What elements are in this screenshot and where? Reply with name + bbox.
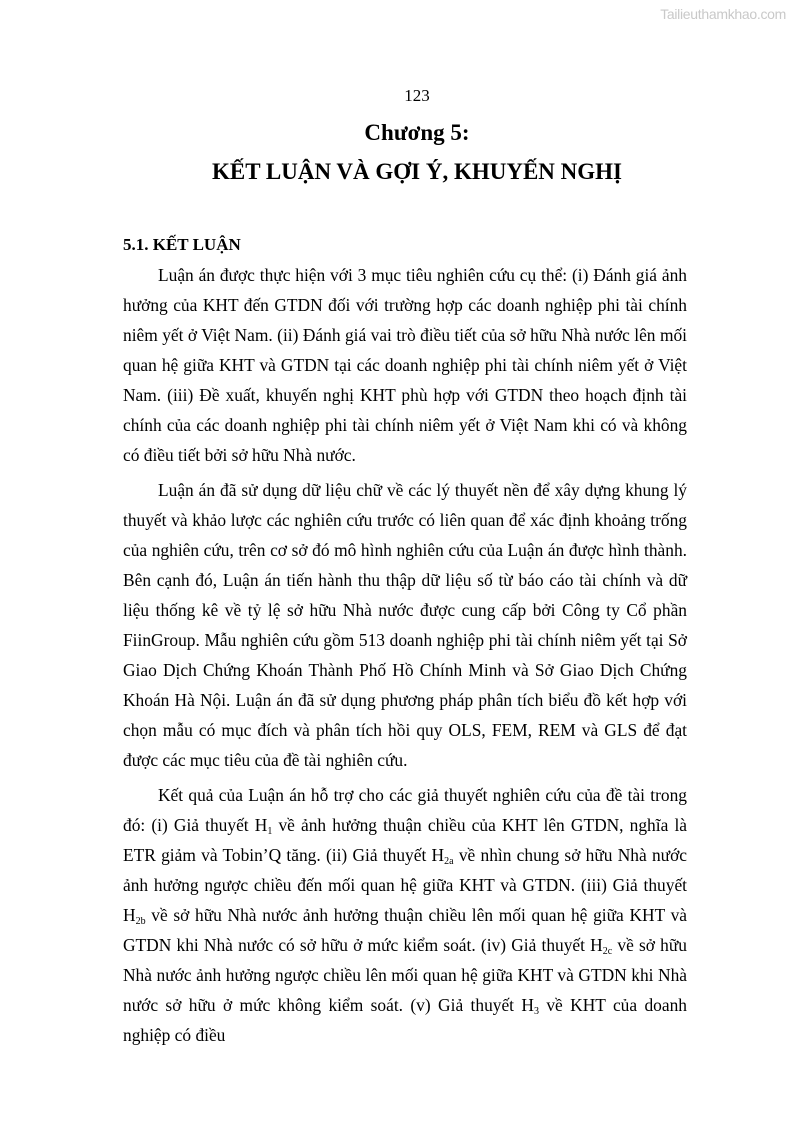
section-heading: 5.1. KẾT LUẬN [123,235,241,254]
subscript: 2c [602,946,613,957]
chapter-label: Chương 5: [364,120,470,145]
subscript: 2a [444,856,454,867]
subscript: 2b [135,916,146,927]
subscript: 3 [533,1006,539,1017]
text-segment: về sở hữu Nhà nước ảnh hưởng ngược chiều lên mối quan hệ giữa KHT và GTDN khi Nhà nước sở hữu ở mức không kiểm soát. (v) Giả thuyết H [123,935,687,1015]
document-body [123,230,687,1055]
text-segment: Kết quả của Luận án hỗ trợ cho các giả thuyết nghiên cứu của đề tài trong đó: (i) Giả thuyết H [123,785,687,835]
paragraph-results [123,780,687,1050]
watermark: Tailieuthamkhao.com [660,6,786,22]
text-segment: về sở hữu Nhà nước ảnh hưởng thuận chiều lên mối quan hệ giữa KHT và GTDN khi Nhà nước có sở hữu ở mức kiểm soát. (iv) Giả thuyết H [123,905,687,955]
text-segment: về nhìn chung sở hữu Nhà nước ảnh hưởng ngược chiều đến mối quan hệ giữa KHT và GTDN. (iii) Giả thuyết H [123,845,687,925]
subscript: 1 [267,826,273,837]
text-segment: về ảnh hưởng thuận chiều của KHT lên GTDN, nghĩa là ETR giảm và Tobin’Q tăng. (ii) Giả thuyết H [123,815,687,865]
paragraph-objectives: Luận án được thực hiện với 3 mục tiêu nghiên cứu cụ thể: (i) Đánh giá ảnh hưởng của KHT đến GTDN đối với trường hợp các doanh nghiệp phi tài chính niêm yết ở Việt Nam. (ii) Đánh giá vai trò điều tiết của sở hữu Nhà nước lên mối quan hệ giữa KHT và GTDN tại các doanh nghiệp phi tài chính niêm yết ở Việt Nam. (iii) Đề xuất, khuyến nghị KHT phù hợp với GTDN theo hoạch định tài chính của các doanh nghiệp phi tài chính niêm yết ở Việt Nam khi có và không có điều tiết bởi sở hữu Nhà nước. [123,265,687,465]
text-segment: về KHT của doanh nghiệp có điều [123,995,687,1045]
chapter-title: KẾT LUẬN VÀ GỢI Ý, KHUYẾN NGHỊ [211,159,622,184]
paragraph-methodology: Luận án đã sử dụng dữ liệu chữ về các lý thuyết nền để xây dựng khung lý thuyết và khảo lược các nghiên cứu trước có liên quan để xác định khoảng trống của nghiên cứu, trên cơ sở đó mô hình nghiên cứu của Luận án được hình thành. Bên cạnh đó, Luận án tiến hành thu thập dữ liệu số từ báo cáo tài chính và dữ liệu thống kê về tỷ lệ sở hữu Nhà nước được cung cấp bởi Công ty Cổ phần FiinGroup. Mẫu nghiên cứu gồm 513 doanh nghiệp phi tài chính niêm yết tại Sở Giao Dịch Chứng Khoán Thành Phố Hồ Chính Minh và Sở Giao Dịch Chứng Khoán Hà Nội. Luận án đã sử dụng phương pháp phân tích biểu đồ kết hợp với chọn mẫu có mục đích và phân tích hồi quy OLS, FEM, REM và GLS để đạt được các mục tiêu của đề tài nghiên cứu. [123,480,687,770]
page-number: 123 [404,86,430,105]
